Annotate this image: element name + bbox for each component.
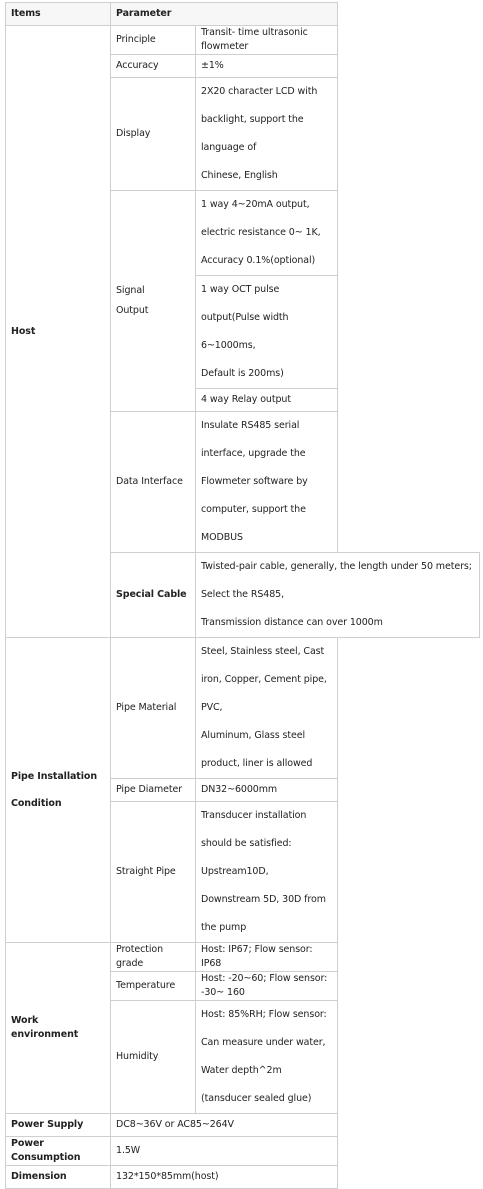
pipe-installation-label-line-1: Pipe Installation	[11, 771, 97, 782]
display-line-1: 2X20 character LCD with backlight, support the language of	[201, 86, 318, 153]
analog-output-value	[196, 191, 338, 276]
special-cable-value	[196, 553, 480, 638]
straight-pipe-label: Straight Pipe	[111, 802, 196, 943]
straight-pipe-value	[196, 802, 338, 943]
table-row	[6, 638, 480, 779]
relay-output-value: 4 way Relay output	[196, 389, 338, 412]
straight-pipe-line-2: Downstream 5D, 30D from the pump	[201, 894, 326, 933]
analog-output-line-1: 1 way 4~20mA output, electric resistance 0~ 1K,	[201, 199, 321, 238]
data-interface-label: Data Interface	[111, 412, 196, 553]
special-cable-category: Special Cable	[111, 553, 196, 638]
special-cable-line-2: Transmission distance can over 1000m	[201, 617, 383, 628]
data-interface-line-1: Insulate RS485 serial interface, upgrade the	[201, 420, 306, 459]
host-category: Host	[6, 26, 111, 638]
pipe-diameter-label: Pipe Diameter	[111, 779, 196, 802]
data-interface-line-2: Flowmeter software by computer, support the MODBUS	[201, 476, 308, 543]
protection-grade-label: Protection grade	[111, 943, 196, 972]
table-row	[6, 1166, 480, 1189]
pipe-installation-label-line-2: Condition	[11, 798, 62, 809]
straight-pipe-line-1: Transducer installation should be satisfied: Upstream10D,	[201, 810, 307, 877]
humidity-line-1: Host: 85%RH; Flow sensor: Can measure under water,	[201, 1009, 327, 1048]
parameter-header: Parameter	[111, 3, 338, 26]
display-line-2: Chinese, English	[201, 170, 278, 181]
table-row	[6, 1137, 480, 1166]
pipe-material-value	[196, 638, 338, 779]
temperature-label: Temperature	[111, 972, 196, 1001]
pulse-output-value	[196, 276, 338, 389]
dimension-category: Dimension	[6, 1166, 111, 1189]
work-environment-category: Work environment	[6, 943, 111, 1114]
power-supply-value: DC8~36V or AC85~264V	[111, 1114, 338, 1137]
pipe-diameter-value: DN32~6000mm	[196, 779, 338, 802]
humidity-label: Humidity	[111, 1001, 196, 1114]
principle-label: Principle	[111, 26, 196, 55]
items-header: Items	[6, 3, 111, 26]
dimension-value: 132*150*85mm(host)	[111, 1166, 338, 1189]
display-value	[196, 78, 338, 191]
spec-table	[5, 2, 480, 1189]
pipe-material-line-1: Steel, Stainless steel, Cast iron, Copper, Cement pipe, PVC,	[201, 646, 327, 713]
power-consumption-value: 1.5W	[111, 1137, 338, 1166]
accuracy-label: Accuracy	[111, 55, 196, 78]
table-row	[6, 1114, 480, 1137]
signal-output-label-line-2: Output	[116, 305, 149, 316]
analog-output-line-2: Accuracy 0.1%(optional)	[201, 255, 316, 266]
temperature-value: Host: -20~60; Flow sensor: -30~ 160	[196, 972, 338, 1001]
pipe-material-line-2: Aluminum, Glass steel product, liner is allowed	[201, 730, 313, 769]
pulse-output-line-2: Default is 200ms)	[201, 368, 284, 379]
pipe-material-label: Pipe Material	[111, 638, 196, 779]
power-supply-category: Power Supply	[6, 1114, 111, 1137]
special-cable-line-1: Twisted-pair cable, generally, the length under 50 meters; Select the RS485,	[201, 561, 472, 600]
table-row	[6, 943, 480, 972]
principle-value: Transit- time ultrasonic flowmeter	[196, 26, 338, 55]
display-label: Display	[111, 78, 196, 191]
humidity-value	[196, 1001, 338, 1114]
data-interface-value	[196, 412, 338, 553]
accuracy-value: ±1%	[196, 55, 338, 78]
header-row	[6, 3, 480, 26]
humidity-line-2: Water depth^2m (tansducer sealed glue)	[201, 1065, 312, 1104]
power-consumption-category: Power Consumption	[6, 1137, 111, 1166]
table-row	[6, 26, 480, 55]
signal-output-label	[111, 191, 196, 412]
pipe-installation-category	[6, 638, 111, 943]
signal-output-label-line-1: Signal	[116, 285, 145, 296]
pulse-output-line-1: 1 way OCT pulse output(Pulse width 6~1000ms,	[201, 284, 289, 351]
protection-grade-value: Host: IP67; Flow sensor: IP68	[196, 943, 338, 972]
